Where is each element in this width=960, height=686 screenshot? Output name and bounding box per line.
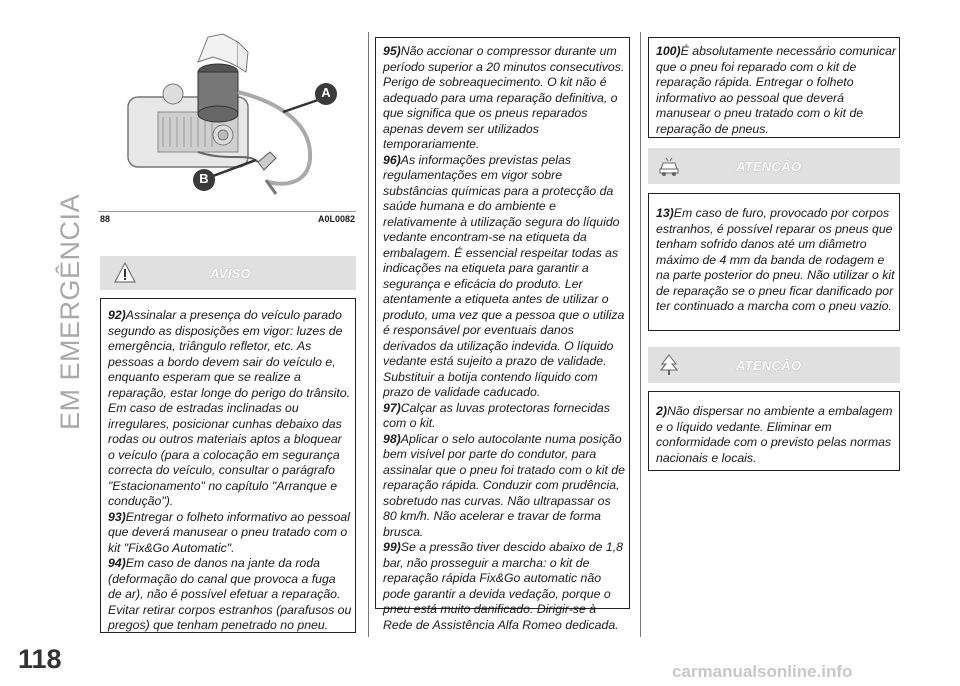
aviso-title: AVISO — [210, 266, 251, 281]
section-title — [55, 193, 87, 430]
car-warning-icon — [658, 155, 680, 177]
callout-a: A — [321, 85, 331, 100]
atencao-paragraph-2: 2)Não dispersar no ambiente a embalagem e o líquido vedante. Eliminar em conformidade com o previsto pelas normas nacionais e locais. — [656, 404, 893, 465]
callout-b: B — [199, 171, 209, 186]
middle-paragraph: 95)Não accionar o compressor durante um período superior a 20 minutos consecutivos. Perigo de sobreaquecimento. O kit não é adequado para uma reparação definitiva, o que significa que os pneus reparados apenas devem ser utilizados temporariamente. — [383, 44, 625, 151]
warning-triangle-icon — [114, 262, 136, 284]
environment-tree-icon — [658, 354, 680, 376]
section-title-text: EM EMERGÊNCIA — [55, 193, 85, 430]
column-divider-1 — [368, 32, 369, 637]
atencao-box-1 — [648, 193, 900, 331]
middle-paragraph: 99)Se a pressão tiver descido abaixo de 1,8 bar, não prosseguir a marcha: o kit de reparação rápida Fix&Go automatic não pode garantir a devida vedação, porque o pneu está muito danificado. Dirigir-se à Rede de Assistência Alfa Romeo dedicada. — [383, 540, 623, 632]
column-divider-2 — [640, 32, 641, 637]
aviso-paragraph: 92)Assinalar a presença do veículo parado segundo as disposições em vigor: luzes de emergência, triângulo refletor, etc. As pessoas a bordo devem sair do veículo e, enquanto esperam que se realize a reparação, estar longe do perigo do trânsito. Em caso de estradas inclinadas ou irregulares, posicionar cunhas debaixo das rodas ou outros materiais aptos a bloquear o veículo (para a colocação em segurança correcta do veículo, consultar o parágrafo "Estacionamento" no capítulo "Arranque e condução"). — [108, 308, 350, 508]
middle-paragraph: 98)Aplicar o selo autocolante numa posição bem visível por parte do condutor, para assinalar que o pneu foi tratado com o kit de reparação rápida. Conduzir com prudência, sobretudo nas curvas. Não ultrapassar os 80 km/h. Não acelerar e travar de forma brusca. — [383, 431, 625, 539]
figure-number: 88 — [100, 214, 111, 224]
middle-paragraph: 96)As informações previstas pelas regulamentações em vigor sobre substâncias químicas para a protecção da saúde humana e do ambiente e relativamente à utilização segura do líquido vedante encontram-se na etiqueta da embalagem. É essencial respeitar todas as indicações na etiqueta para garantir a segurança e eficácia do produto. Ler atentamente a etiqueta antes de utilizar o produto, uma vez que a pessoa que o utiliza é responsável por eventuais danos derivados da utilização indevida. O líquido vedante está sujeito a prazo de validade. Substituir a botija contendo líquido com prazo de validade caducado. — [383, 152, 625, 399]
atencao-title-1: ATENÇÃO — [736, 159, 802, 174]
atencao-box-2 — [648, 391, 900, 471]
atencao-banner-2 — [648, 347, 900, 383]
atencao-banner-1 — [648, 148, 900, 184]
aviso-paragraph: 94)Em caso de danos na jante da roda (deformação do canal que provoca a fuga de ar), não é possível efetuar a reparação. Evitar retirar corpos estranhos (parafusos ou pregos) que tenham penetrado no pneu. — [108, 556, 352, 632]
figure-code: A0L0082 — [318, 214, 356, 224]
atencao-title-2: ATENÇÃO — [736, 358, 802, 373]
aviso-paragraph: 93)Entregar o folheto informativo ao pessoal que deverá manusear o pneu tratado com o kit "Fix&Go Automatic". — [108, 509, 350, 555]
middle-warning-box — [375, 37, 630, 632]
figure-divider — [98, 211, 356, 212]
atencao-paragraph-1: 13)Em caso de furo, provocado por corpos estranhos, é possível reparar os pneus que tenham sofrido danos até um diâmetro máximo de 4 mm da banda de rodagem e na parte posterior do pneu. Não utilizar o kit de reparação se o pneu ficar danificado por ter continuado a marcha com o pneu vazio. — [656, 206, 895, 313]
right-top-paragraph: 100)É absolutamente necessário comunicar que o pneu foi reparado com o kit de reparação rápida. Entregar o folheto informativo ao pessoal que deverá manusear o pneu tratado com o kit de reparação de pneus. — [656, 44, 896, 136]
page-number: 118 — [18, 644, 62, 674]
right-top-box — [648, 37, 900, 138]
watermark: carmanualsonline.info — [672, 662, 853, 681]
aviso-banner — [100, 256, 356, 290]
middle-paragraph: 97)Calçar as luvas protectoras fornecidas com o kit. — [383, 400, 610, 430]
aviso-box — [100, 298, 356, 633]
tire-repair-kit-illustration — [98, 32, 356, 212]
